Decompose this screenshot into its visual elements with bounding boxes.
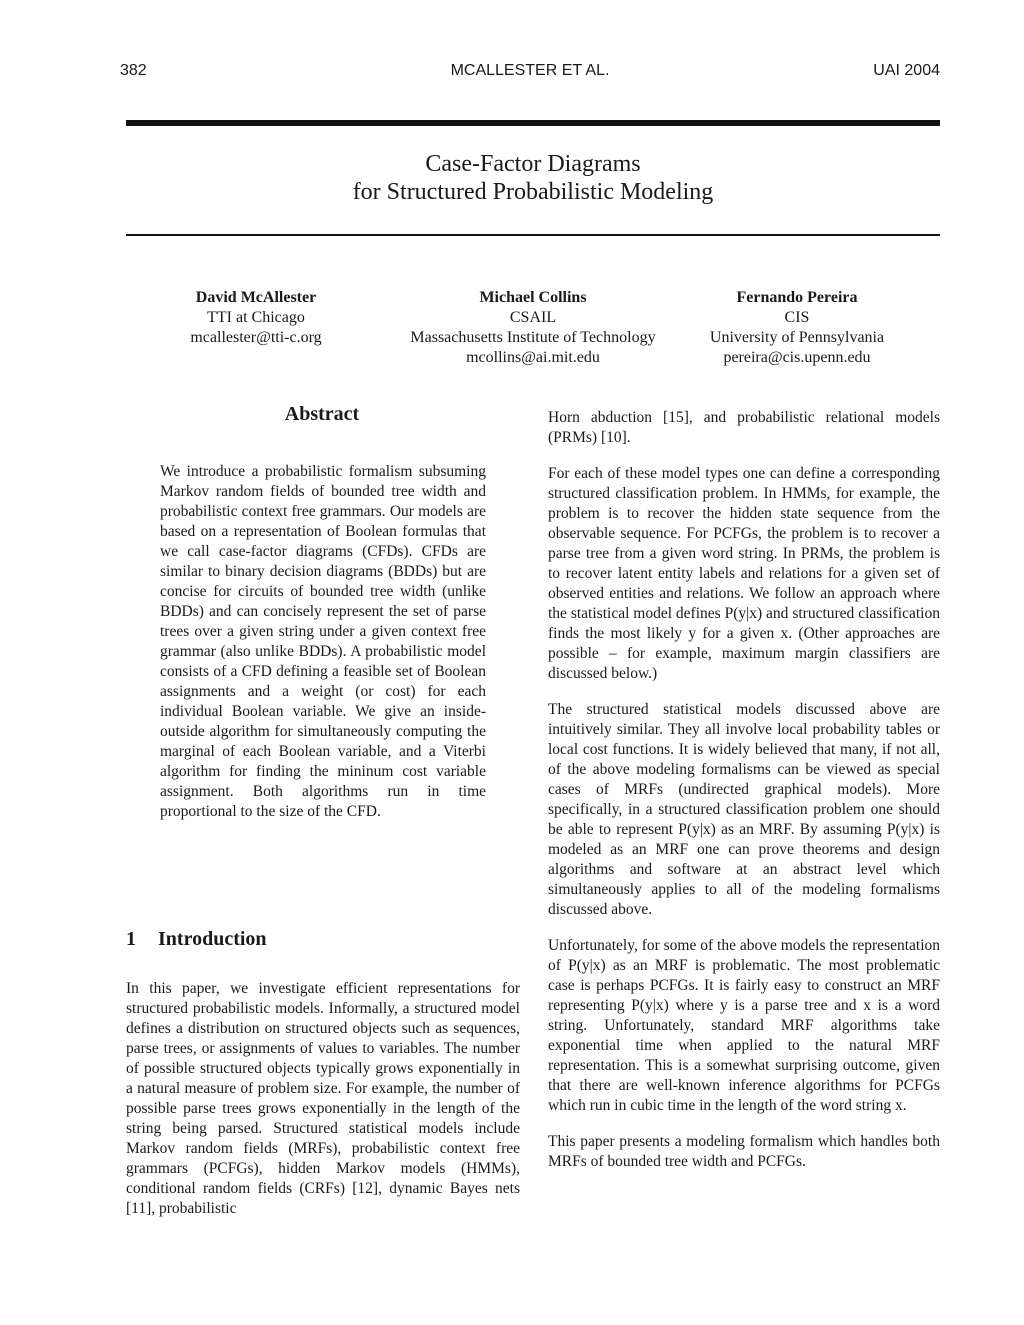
section-heading-introduction <box>126 928 267 951</box>
page-number: 382 <box>120 62 147 79</box>
paragraph: Unfortunately, for some of the above models the representation of P(y|x) as an MRF is problematic. The most problematic case is perhaps PCFGs. It is fairly easy to construct an MRF representing P(y|x) where y is a parse tree and x is a word string. Unfortunately, standard MRF algorithms take exponential time when applied to the natural MRF representation. This is a somewhat surprising outcome, given that there are well-known inference algorithms for PCFGs which run in cubic time in the length of the word string x. <box>548 937 940 1114</box>
author-1 <box>156 288 356 348</box>
abstract-text: We introduce a probabilistic formalism subsuming Markov random fields of bounded tree width and probabilistic context free grammars. Our models are based on a representation of Boolean formulas that we call case-factor diagrams (CFDs). CFDs are similar to binary decision diagrams (BDDs) but are concise for circuits of bounded tree width (unlike BDDs) and can concisely represent the set of parse trees over a given string under a given context free grammar (also unlike BDDs). A probabilistic model consists of a CFD defining a feasible set of Boolean assignments and a weight (or cost) for each individual Boolean variable. We give an inside-outside algorithm for simultaneously computing the marginal of each Boolean variable, and a Viterbi algorithm for finding the mininum cost variable assignment. Both algorithms run in time proportional to the size of the CFD. <box>160 463 486 820</box>
author-block <box>126 288 940 378</box>
author-name: Fernando Pereira <box>736 289 858 306</box>
title-top-rule <box>126 120 940 126</box>
paragraph: Horn abduction [15], and probabilistic relational models (PRMs) [10]. <box>548 409 940 446</box>
author-email: pereira@cis.upenn.edu <box>723 349 871 366</box>
paragraph: For each of these model types one can define a corresponding structured classification problem. In HMMs, for example, the problem is to recover the hidden state sequence from the observable sequence. For PCFGs, the problem is to recover a parse tree from a given word string. In PRMs, the problem is to recover latent entity labels and relations for a given set of observed entities and relations. We follow an approach where the statistical model defines P(y|x) and structured classification finds the most likely y for a given x. (Other approaches are possible – for example, maximum margin classifiers are discussed below.) <box>548 465 940 682</box>
author-email: mcollins@ai.mit.edu <box>466 349 600 366</box>
paragraph: This paper presents a modeling formalism which handles both MRFs of bounded tree width and PCFGs. <box>548 1133 940 1170</box>
author-affiliation: CIS <box>784 309 810 326</box>
author-name: David McAllester <box>195 289 317 306</box>
title-bottom-rule <box>126 234 940 236</box>
title-line-2: for Structured Probabilistic Modeling <box>352 179 714 205</box>
running-head <box>120 62 940 84</box>
venue-label: UAI 2004 <box>873 62 940 79</box>
running-title: MCALLESTER ET AL. <box>450 62 610 79</box>
right-column <box>548 408 940 1188</box>
author-email: mcallester@tti-c.org <box>190 329 322 346</box>
author-3 <box>692 288 902 368</box>
section-number: 1 <box>126 928 136 950</box>
paragraph: The structured statistical models discussed above are intuitively similar. They all involve local probability tables or local cost functions. It is widely believed that many, if not all, of the above modeling formalisms can be viewed as special cases of MRFs (undirected graphical models). More specifically, in a structured classification problem one should be able to represent P(y|x) as an MRF. By assuming P(y|x) is modeled as an MRF one can prove theorems and design algorithms and software at an abstract level which simultaneously applies to all of the modeling formalisms discussed above. <box>548 701 940 918</box>
abstract-heading: Abstract <box>284 403 360 425</box>
introduction-paragraph-1: In this paper, we investigate efficient representations for structured probabilistic models. Informally, a structured model defines a distribution on structured objects such as sequences, parse trees, or assignments of values to variables. The number of possible structured objects typically grows exponentially in a natural measure of problem size. For example, the number of possible parse trees grows exponentially in the length of the string being parsed. Structured statistical models include Markov random fields (MRFs), probabilistic context free grammars (PCFGs), hidden Markov models (HMMs), conditional random fields (CRFs) [12], dynamic Bayes nets [11], probabilistic <box>126 980 520 1217</box>
section-title-text: Introduction <box>158 928 267 950</box>
author-affiliation: CSAIL <box>509 309 557 326</box>
author-2 <box>388 288 678 368</box>
author-institution: Massachusetts Institute of Technology <box>410 329 656 346</box>
title-line-1: Case-Factor Diagrams <box>425 151 641 177</box>
paper-title <box>126 150 940 206</box>
author-affiliation: TTI at Chicago <box>207 309 305 326</box>
author-institution: University of Pennsylvania <box>709 329 885 346</box>
author-name: Michael Collins <box>479 289 587 306</box>
